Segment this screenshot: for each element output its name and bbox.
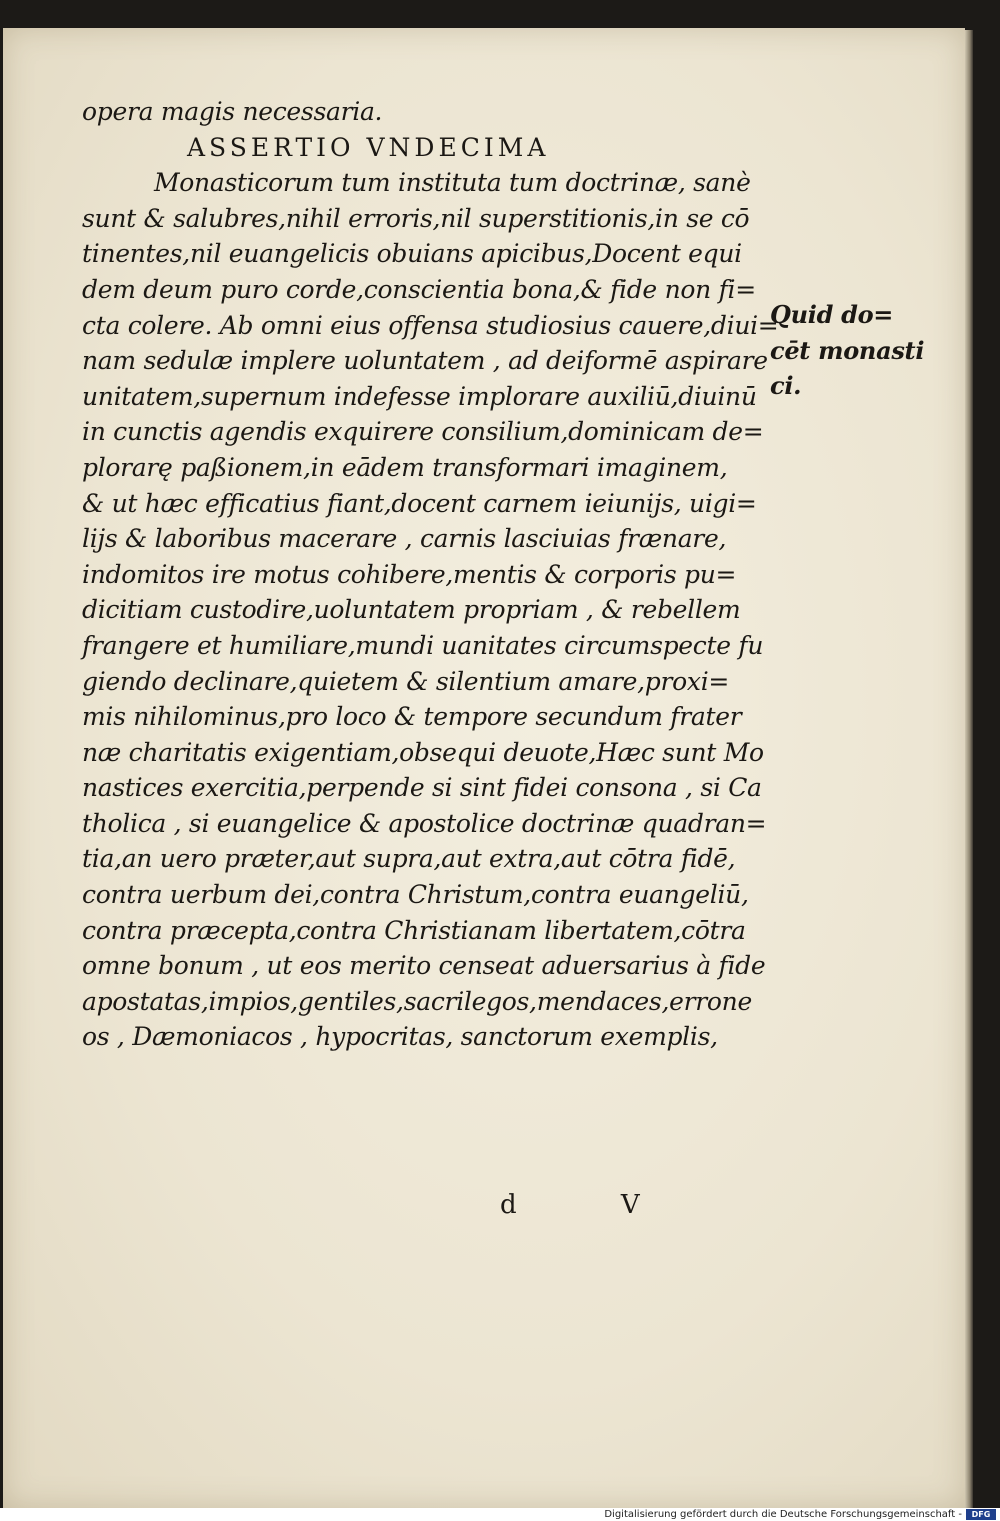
text-line: giendo declinare,quietem & silentium amare,proxi= — [82, 666, 730, 696]
marginal-note-line: Quid do= — [770, 300, 894, 329]
text-line: unitatem,supernum indefesse implorare auxiliū,diuinū — [82, 381, 757, 411]
text-line: os , Dæmoniacos , hypocritas, sanctorum exemplis, — [82, 1022, 718, 1052]
footer-bar — [0, 1508, 1000, 1521]
text-line: cta colere. Ab omni eius offensa studiosius cauere,diui= — [82, 310, 779, 340]
text-line: in cunctis agendis exquirere consilium,dominicam de= — [82, 417, 764, 447]
text-line: contra uerbum dei,contra Christum,contra euangeliū, — [82, 880, 749, 910]
text-line: opera magis necessaria. — [82, 97, 383, 126]
text-line: nam sedulæ implere uoluntatem , ad deiformē aspirare — [82, 346, 768, 376]
text-line: nastices exercitia,perpende si sint fidei consona , si Ca — [82, 773, 762, 803]
text-line: tholica , si euangelice & apostolice doctrinæ quadran= — [82, 808, 767, 838]
text-line: Monasticorum tum instituta tum doctrinæ, sanè — [154, 168, 751, 198]
signature-mark: d V — [500, 1190, 688, 1220]
text-line: plorarę paßionem,in eādem transformari imaginem, — [82, 452, 728, 482]
section-heading: ASSERTIO VNDECIMA — [187, 132, 550, 162]
text-line: contra præcepta,contra Christianam libertatem,cōtra — [82, 915, 746, 945]
text-line: tia,an uero præter,aut supra,aut extra,aut cōtra fidē, — [82, 844, 736, 874]
main-text-block — [82, 94, 779, 1055]
text-line: mis nihilominus,pro loco & tempore secundum frater — [82, 702, 742, 732]
marginal-note-line: cēt monasti — [770, 335, 925, 365]
text-line: dicitiam custodire,uoluntatem propriam , & rebellem — [82, 595, 741, 625]
text-line: dem deum puro corde,conscientia bona,& fide non fi= — [82, 274, 756, 304]
text-line: indomitos ire motus cohibere,mentis & corporis pu= — [82, 559, 737, 589]
text-line: sunt & salubres,nihil erroris,nil superstitionis,in se cō — [82, 203, 750, 233]
text-line: apostatas,impios,gentiles,sacrilegos,mendaces,errone — [82, 986, 752, 1016]
page-edge — [965, 30, 973, 1508]
text-line: tinentes,nil euangelicis obuians apicibus,Docent equi — [82, 239, 742, 269]
dfg-logo: DFG — [966, 1509, 996, 1520]
marginal-note — [770, 297, 924, 404]
text-line: lijs & laboribus macerare , carnis lasciuias frænare, — [82, 524, 727, 554]
text-line: & ut hæc efficatius fiant,docent carnem ieiunijs, uigi= — [82, 488, 757, 518]
text-line: omne bonum , ut eos merito censeat aduersarius à fide — [82, 951, 766, 981]
marginal-note-line: ci. — [770, 371, 802, 401]
text-line: næ charitatis exigentiam,obsequi deuote,Hæc sunt Mo — [82, 737, 764, 767]
text-line: frangere et humiliare,mundi uanitates circumspecte fu — [82, 630, 764, 660]
footer-credit: Digitalisierung gefördert durch die Deutsche Forschungsgemeinschaft - — [604, 1509, 962, 1520]
